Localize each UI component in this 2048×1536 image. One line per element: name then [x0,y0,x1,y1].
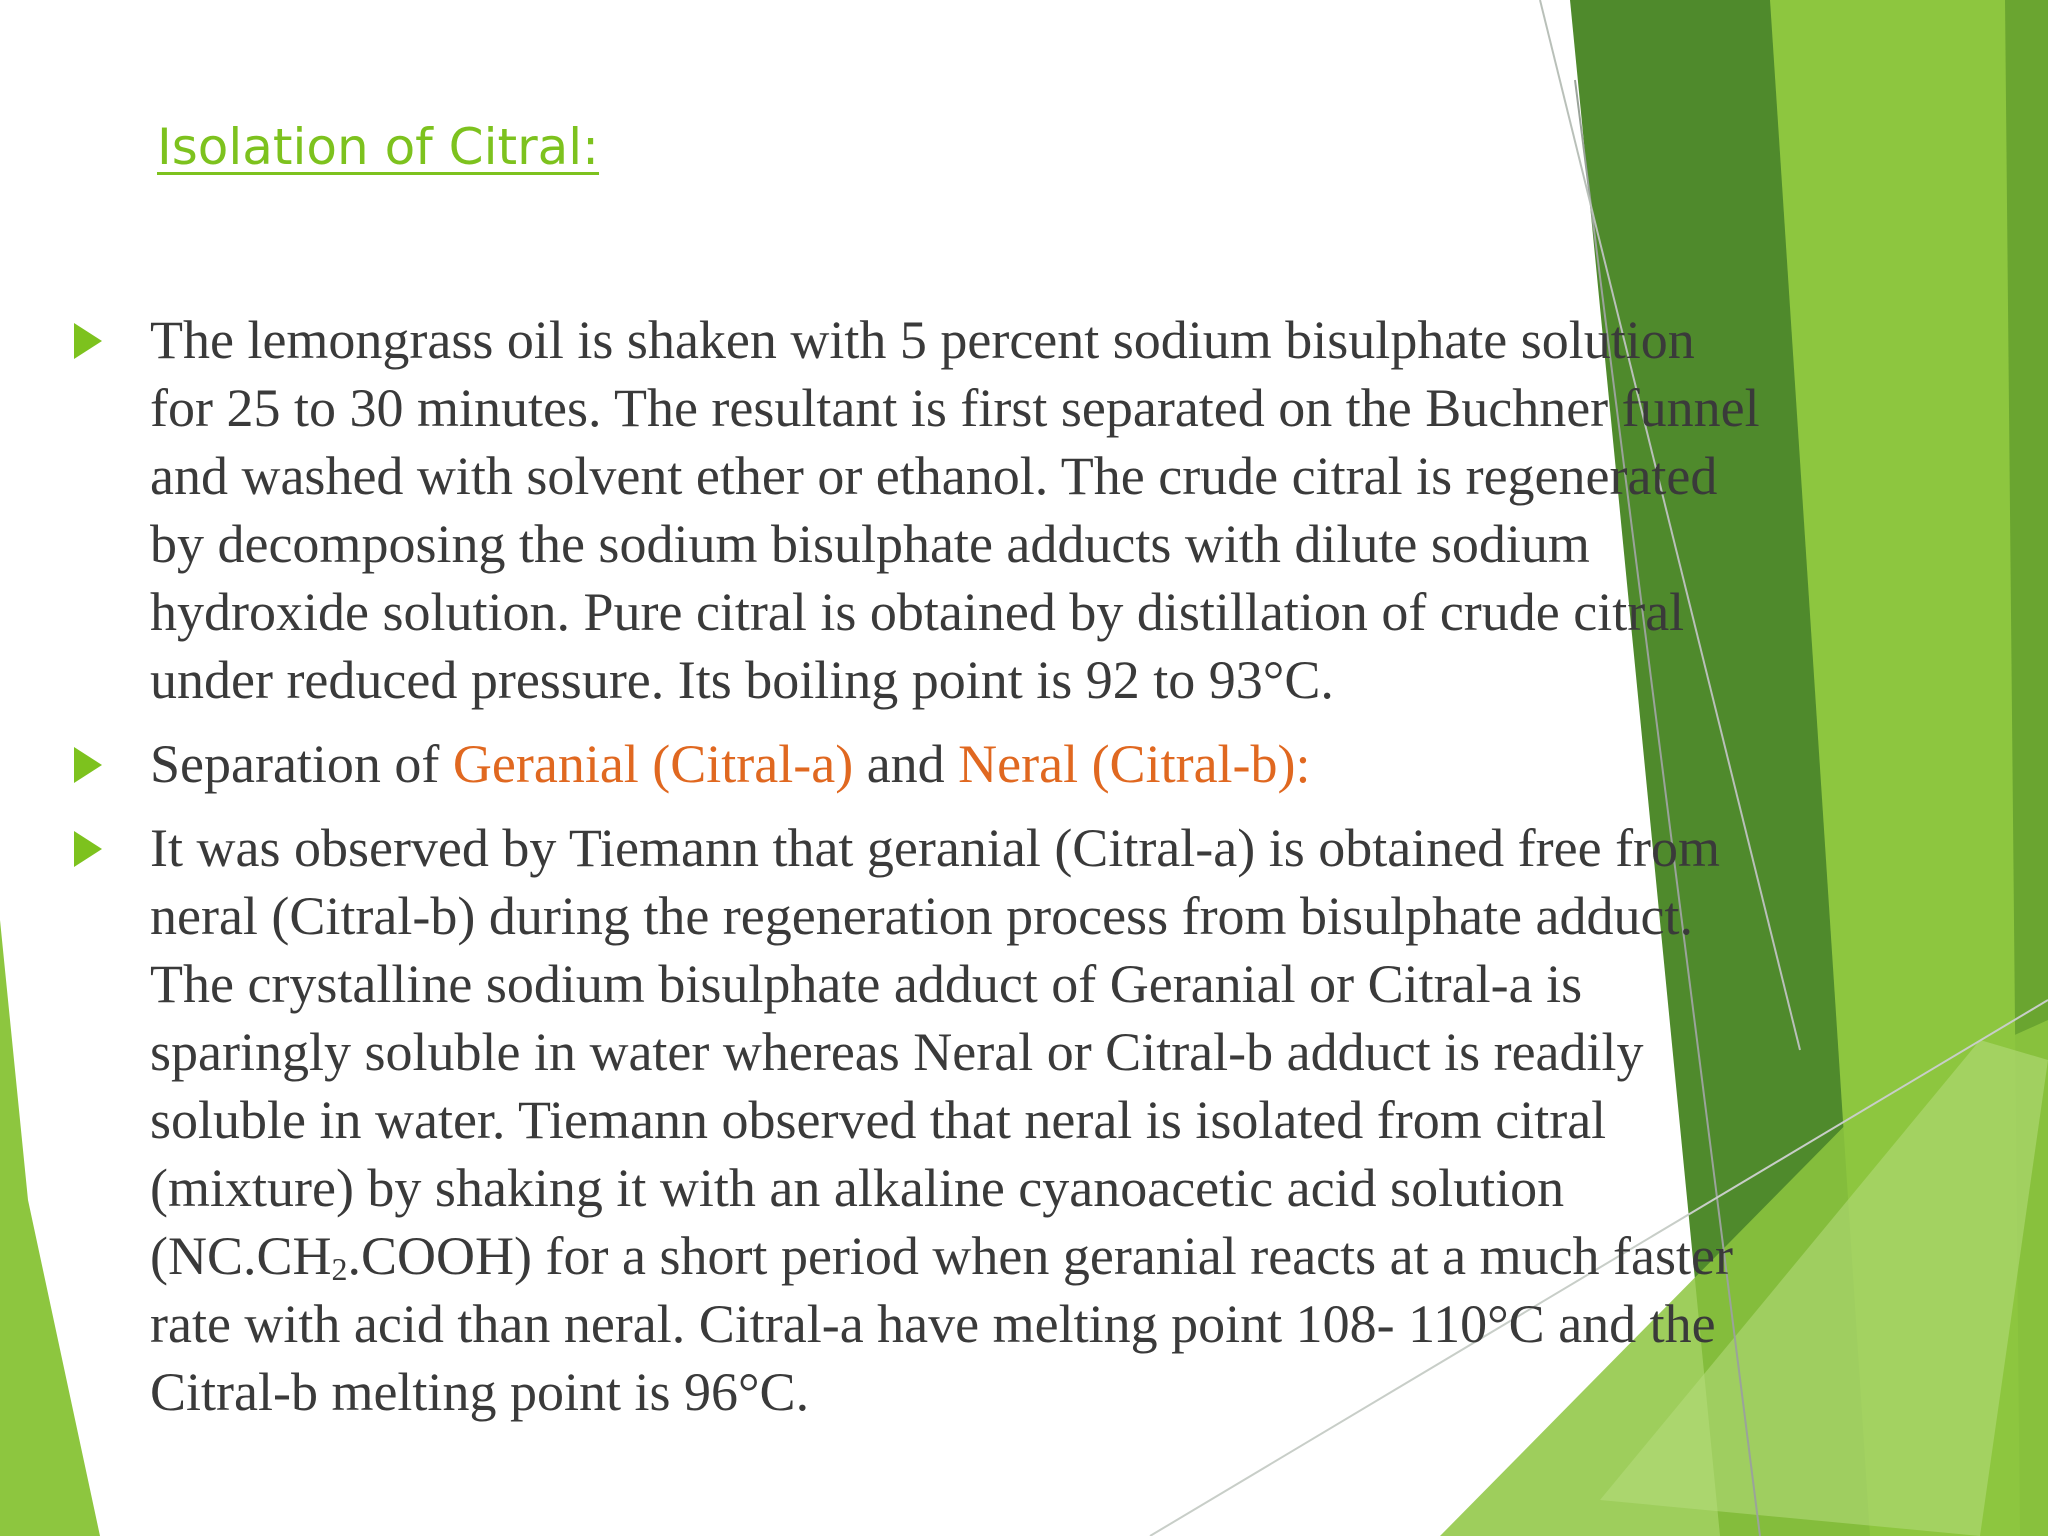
bullet-line: under reduced pressure. Its boiling point is 92 to 93°C. [150,650,1334,710]
triangle-right-icon [74,831,102,867]
bullet-list [60,306,1860,1442]
separation-middle: and [853,734,959,794]
bullet-line: It was observed by Tiemann that geranial (Citral-a) is obtained free from [150,818,1721,878]
formula-subscript: 2 [331,1251,348,1287]
slide-title: Isolation of Citral: [157,118,600,176]
bullet-isolation-procedure [60,306,1860,714]
formula-after: .COOH) for a short period when geranial reacts at a much faster [347,1226,1733,1286]
formula-line [150,1222,1860,1290]
separation-prefix: Separation of [150,734,453,794]
triangle-right-icon [74,747,102,783]
bullet-line: Citral-b melting point is 96°C. [150,1362,810,1422]
bullet-line: for 25 to 30 minutes. The resultant is first separated on the Buchner funnel [150,378,1760,438]
formula-before: (NC.CH [150,1226,332,1286]
bullet-line: (mixture) by shaking it with an alkaline cyanoacetic acid solution [150,1158,1565,1218]
bullet-line: The lemongrass oil is shaken with 5 percent sodium bisulphate solution [150,310,1695,370]
bullet-line: soluble in water. Tiemann observed that neral is isolated from citral [150,1090,1607,1150]
bullet-tiemann-observation [60,814,1860,1426]
geranial-highlight: Geranial (Citral-a) [452,734,854,794]
bullet-line: rate with acid than neral. Citral-a have melting point 108- 110°C and the [150,1294,1716,1354]
bullet-line: neral (Citral-b) during the regeneration process from bisulphate adduct. [150,886,1693,946]
bullet-line: sparingly soluble in water whereas Neral or Citral-b adduct is readily [150,1022,1644,1082]
bullet-line: hydroxide solution. Pure citral is obtained by distillation of crude citral [150,582,1685,642]
bullet-separation-heading [60,730,1860,798]
bullet-line: The crystalline sodium bisulphate adduct of Geranial or Citral-a is [150,954,1583,1014]
separation-line [150,730,1860,798]
bullet-line: by decomposing the sodium bisulphate adducts with dilute sodium [150,514,1590,574]
triangle-right-icon [74,323,102,359]
neral-highlight: Neral (Citral-b): [958,734,1311,794]
bullet-line: and washed with solvent ether or ethanol. The crude citral is regenerated [150,446,1718,506]
